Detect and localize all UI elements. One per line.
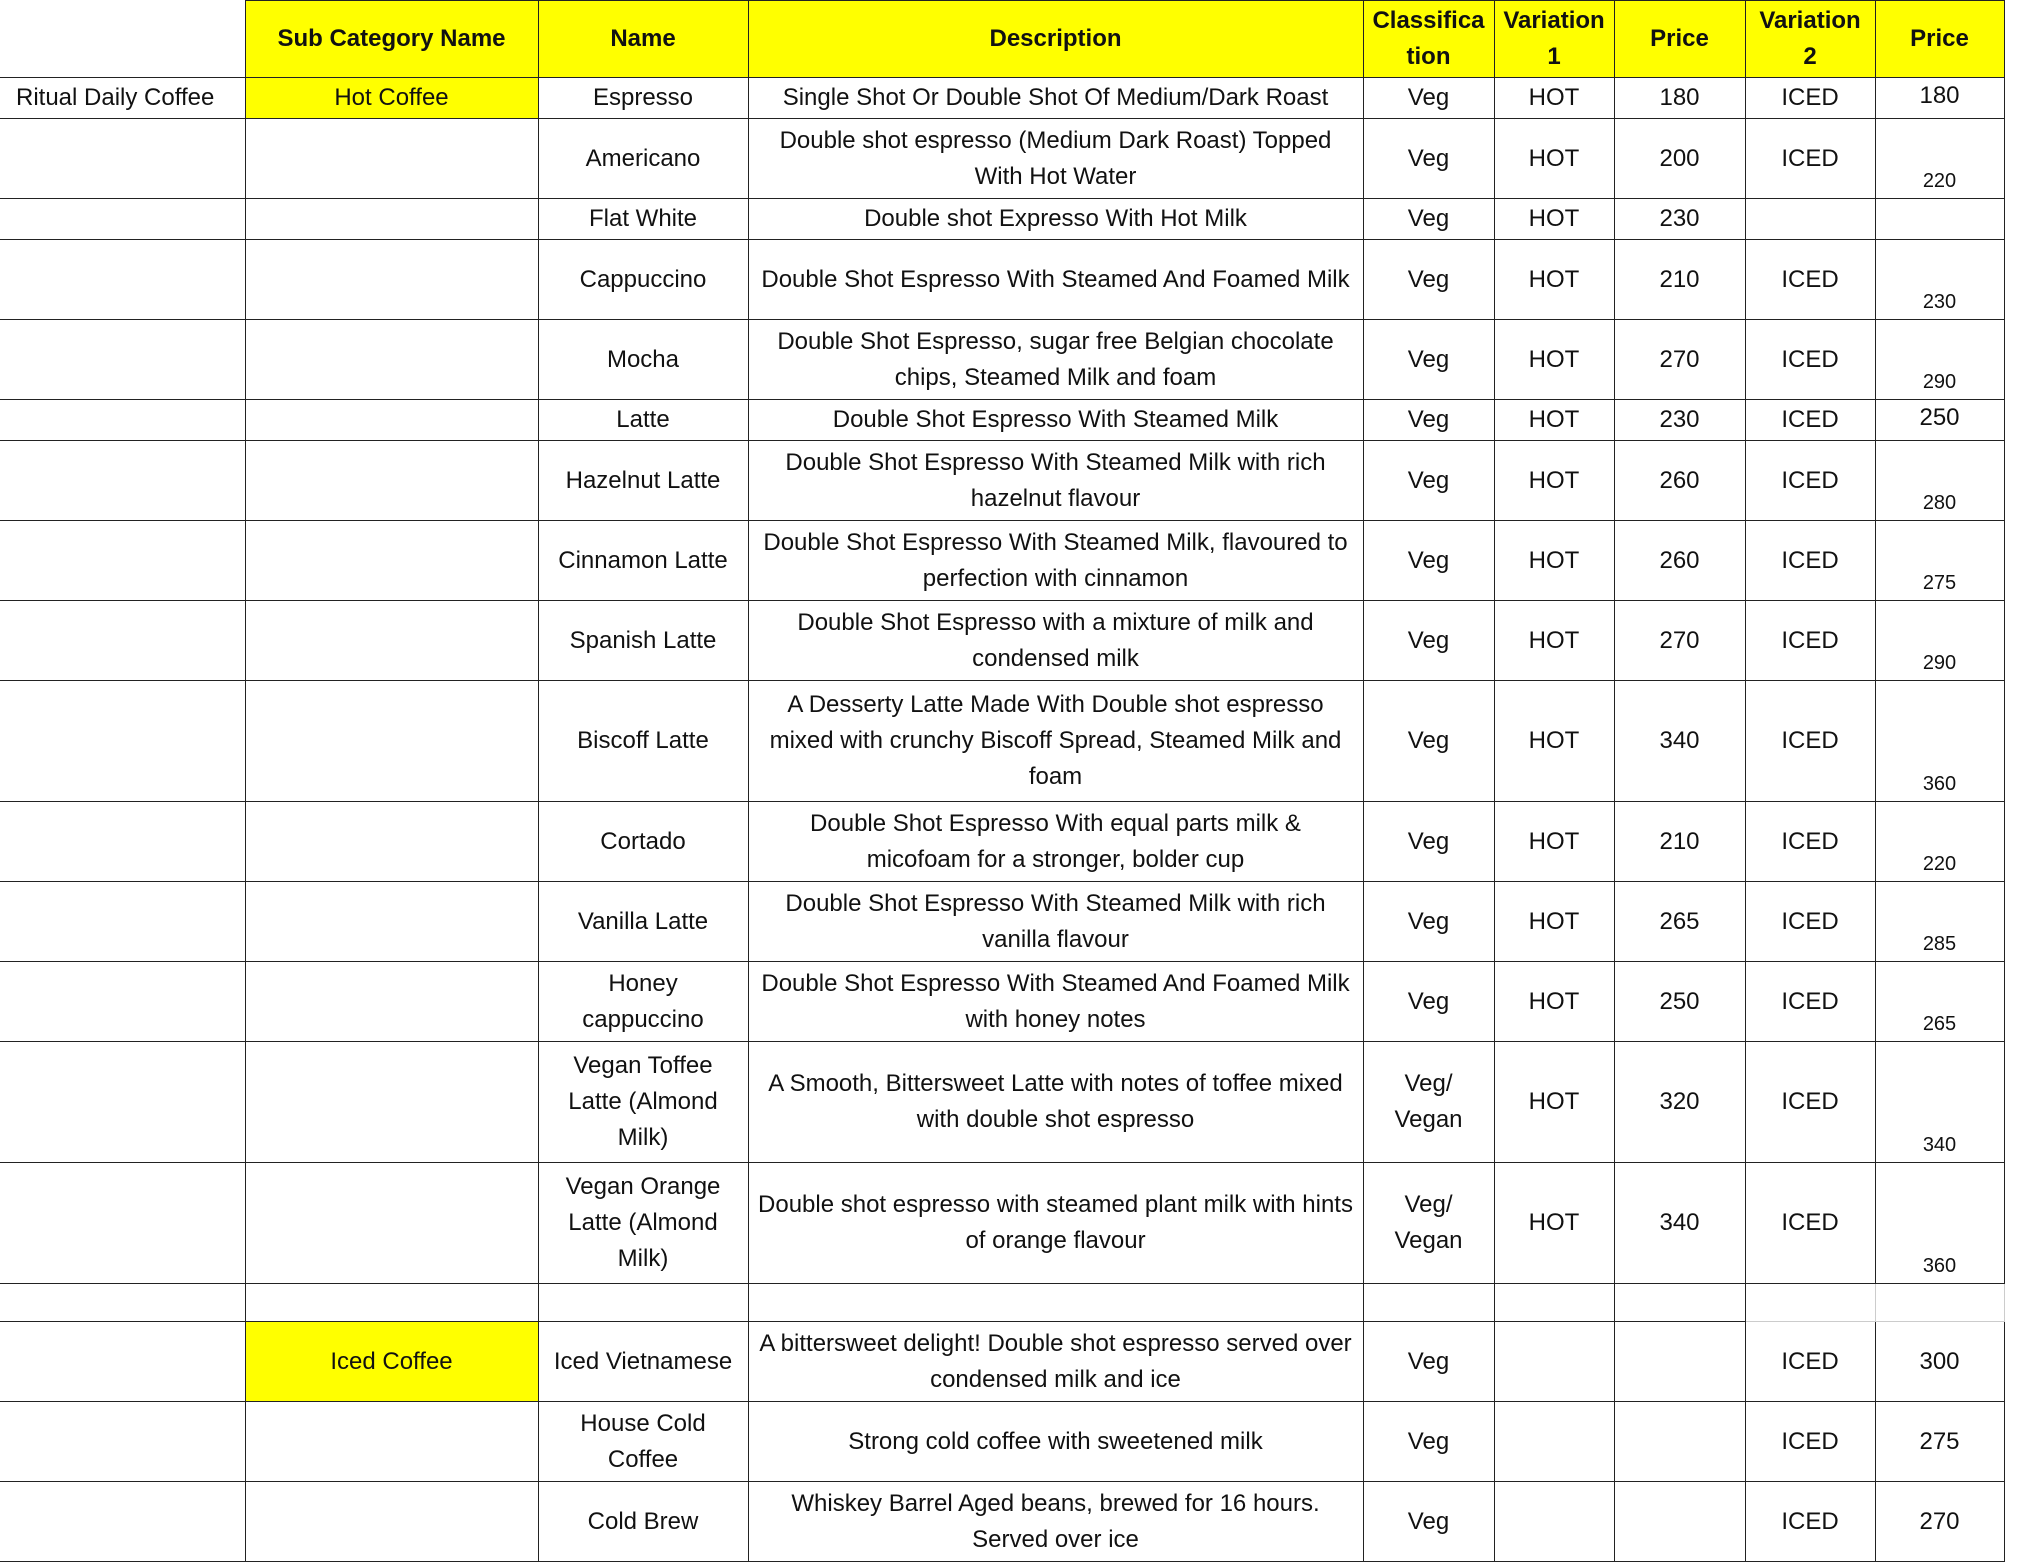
category-cell [0, 882, 245, 962]
item-variation-2-cell [1745, 199, 1875, 240]
item-variation-2-cell: ICED [1745, 1482, 1875, 1562]
item-description-cell: A Smooth, Bittersweet Latte with notes of toffee mixed with double shot espresso [748, 1042, 1363, 1163]
category-cell [0, 962, 245, 1042]
sub-category-cell [245, 681, 538, 802]
item-price-2-cell: 360 [1875, 681, 2004, 802]
sub-category-cell [245, 400, 538, 441]
item-classification-cell: Veg [1363, 119, 1494, 199]
category-cell [0, 240, 245, 320]
category-cell [0, 601, 245, 681]
item-variation-1-cell: HOT [1494, 199, 1614, 240]
item-name-cell: Vegan Toffee Latte (Almond Milk) [538, 1042, 748, 1163]
item-variation-1-cell: HOT [1494, 78, 1614, 119]
item-classification-cell: Veg [1363, 882, 1494, 962]
item-classification-cell: Veg [1363, 441, 1494, 521]
sub-category-cell [245, 521, 538, 601]
table-row [0, 400, 2004, 441]
table-row [0, 681, 2004, 802]
item-variation-2-cell: ICED [1745, 802, 1875, 882]
header-description: Description [748, 1, 1363, 78]
item-description-cell: Double shot espresso with steamed plant milk with hints of orange flavour [748, 1163, 1363, 1284]
table-row [0, 441, 2004, 521]
header-name: Name [538, 1, 748, 78]
item-price-1-cell: 180 [1614, 78, 1745, 119]
item-price-2-cell: 180 [1875, 78, 2004, 119]
item-description-cell: Double shot Expresso With Hot Milk [748, 199, 1363, 240]
item-classification-cell: Veg [1363, 199, 1494, 240]
sub-category-cell [245, 1402, 538, 1482]
category-cell [0, 441, 245, 521]
item-price-1-cell: 230 [1614, 199, 1745, 240]
sub-category-cell [245, 882, 538, 962]
category-cell [0, 1482, 245, 1562]
spacer-cell [1745, 1284, 1875, 1322]
table-row [0, 601, 2004, 681]
item-price-2-cell: 250 [1875, 400, 2004, 441]
table-row [0, 1322, 2004, 1402]
header-row [0, 1, 2004, 78]
sub-category-cell: Hot Coffee [245, 78, 538, 119]
item-price-2-cell: 275 [1875, 521, 2004, 601]
item-price-2-cell: 275 [1875, 1402, 2004, 1482]
item-price-2-cell: 290 [1875, 320, 2004, 400]
item-classification-cell: Veg [1363, 1322, 1494, 1402]
item-price-2-cell: 230 [1875, 240, 2004, 320]
item-name-cell: Spanish Latte [538, 601, 748, 681]
sub-category-cell [245, 1163, 538, 1284]
header-category [0, 1, 245, 78]
item-variation-2-cell: ICED [1745, 119, 1875, 199]
item-variation-1-cell: HOT [1494, 320, 1614, 400]
item-description-cell: Whiskey Barrel Aged beans, brewed for 16 hours. Served over ice [748, 1482, 1363, 1562]
item-price-1-cell [1614, 1402, 1745, 1482]
item-variation-1-cell [1494, 1322, 1614, 1402]
header-variation-2: Variation 2 [1745, 1, 1875, 78]
item-name-cell: Espresso [538, 78, 748, 119]
item-price-1-cell: 210 [1614, 802, 1745, 882]
item-price-2-cell: 220 [1875, 119, 2004, 199]
item-variation-2-cell: ICED [1745, 320, 1875, 400]
item-price-1-cell: 250 [1614, 962, 1745, 1042]
item-variation-1-cell [1494, 1482, 1614, 1562]
item-variation-2-cell: ICED [1745, 400, 1875, 441]
item-variation-1-cell: HOT [1494, 521, 1614, 601]
item-price-1-cell [1614, 1322, 1745, 1402]
item-name-cell: Vanilla Latte [538, 882, 748, 962]
table-row [0, 1163, 2004, 1284]
item-variation-1-cell [1494, 1402, 1614, 1482]
item-name-cell: Iced Vietnamese [538, 1322, 748, 1402]
item-description-cell: Double Shot Espresso, sugar free Belgian chocolate chips, Steamed Milk and foam [748, 320, 1363, 400]
item-variation-2-cell: ICED [1745, 601, 1875, 681]
item-classification-cell: Veg [1363, 802, 1494, 882]
item-classification-cell: Veg/ Vegan [1363, 1042, 1494, 1163]
table-row [0, 882, 2004, 962]
item-price-1-cell: 200 [1614, 119, 1745, 199]
item-price-1-cell: 340 [1614, 681, 1745, 802]
item-description-cell: Single Shot Or Double Shot Of Medium/Dark Roast [748, 78, 1363, 119]
spacer-cell [0, 1284, 245, 1322]
item-classification-cell: Veg [1363, 400, 1494, 441]
item-price-2-cell: 300 [1875, 1322, 2004, 1402]
item-price-1-cell: 230 [1614, 400, 1745, 441]
item-name-cell: Cinnamon Latte [538, 521, 748, 601]
sub-category-cell [245, 240, 538, 320]
item-classification-cell: Veg [1363, 521, 1494, 601]
item-price-1-cell: 260 [1614, 521, 1745, 601]
table-row [0, 1402, 2004, 1482]
item-price-2-cell: 290 [1875, 601, 2004, 681]
item-price-2-cell: 340 [1875, 1042, 2004, 1163]
header-price-1: Price [1614, 1, 1745, 78]
item-price-1-cell: 210 [1614, 240, 1745, 320]
item-price-2-cell: 360 [1875, 1163, 2004, 1284]
item-variation-1-cell: HOT [1494, 962, 1614, 1042]
item-description-cell: Double Shot Espresso With Steamed And Foamed Milk [748, 240, 1363, 320]
item-price-1-cell: 270 [1614, 601, 1745, 681]
table-row [0, 1482, 2004, 1562]
header-variation-1: Variation 1 [1494, 1, 1614, 78]
item-classification-cell: Veg/ Vegan [1363, 1163, 1494, 1284]
item-variation-2-cell: ICED [1745, 78, 1875, 119]
spacer-cell [748, 1284, 1363, 1322]
table-row [0, 521, 2004, 601]
table-row [0, 199, 2004, 240]
item-variation-2-cell: ICED [1745, 962, 1875, 1042]
item-variation-1-cell: HOT [1494, 882, 1614, 962]
item-variation-1-cell: HOT [1494, 802, 1614, 882]
table-row [0, 320, 2004, 400]
spacer-cell [538, 1284, 748, 1322]
item-name-cell: Mocha [538, 320, 748, 400]
table-row [0, 78, 2004, 119]
item-price-2-cell: 220 [1875, 802, 2004, 882]
item-variation-1-cell: HOT [1494, 1163, 1614, 1284]
item-description-cell: Strong cold coffee with sweetened milk [748, 1402, 1363, 1482]
sub-category-cell [245, 199, 538, 240]
item-price-2-cell: 265 [1875, 962, 2004, 1042]
item-price-2-cell: 270 [1875, 1482, 2004, 1562]
item-classification-cell: Veg [1363, 1482, 1494, 1562]
sub-category-cell [245, 1042, 538, 1163]
item-price-1-cell: 260 [1614, 441, 1745, 521]
sub-category-cell [245, 962, 538, 1042]
item-name-cell: Honey cappuccino [538, 962, 748, 1042]
item-name-cell: Cold Brew [538, 1482, 748, 1562]
category-cell [0, 802, 245, 882]
item-price-1-cell: 340 [1614, 1163, 1745, 1284]
item-description-cell: A bittersweet delight! Double shot espresso served over condensed milk and ice [748, 1322, 1363, 1402]
item-variation-1-cell: HOT [1494, 400, 1614, 441]
item-description-cell: Double Shot Espresso With Steamed Milk with rich vanilla flavour [748, 882, 1363, 962]
item-classification-cell: Veg [1363, 320, 1494, 400]
category-cell [0, 681, 245, 802]
table-row [0, 1042, 2004, 1163]
item-description-cell: Double Shot Espresso With Steamed And Foamed Milk with honey notes [748, 962, 1363, 1042]
item-variation-1-cell: HOT [1494, 119, 1614, 199]
spacer-cell [1363, 1284, 1494, 1322]
spacer-row [0, 1284, 2004, 1322]
item-variation-2-cell: ICED [1745, 1322, 1875, 1402]
item-variation-2-cell: ICED [1745, 240, 1875, 320]
sub-category-cell [245, 441, 538, 521]
category-cell: Ritual Daily Coffee [0, 78, 245, 119]
category-cell [0, 1402, 245, 1482]
item-name-cell: Cortado [538, 802, 748, 882]
item-description-cell: Double Shot Espresso with a mixture of milk and condensed milk [748, 601, 1363, 681]
item-classification-cell: Veg [1363, 78, 1494, 119]
item-name-cell: Flat White [538, 199, 748, 240]
item-variation-2-cell: ICED [1745, 882, 1875, 962]
category-cell [0, 1322, 245, 1402]
category-cell [0, 1042, 245, 1163]
category-cell [0, 199, 245, 240]
item-variation-1-cell: HOT [1494, 681, 1614, 802]
item-price-1-cell [1614, 1482, 1745, 1562]
item-variation-1-cell: HOT [1494, 601, 1614, 681]
sub-category-cell [245, 119, 538, 199]
sub-category-cell: Iced Coffee [245, 1322, 538, 1402]
item-name-cell: House Cold Coffee [538, 1402, 748, 1482]
sub-category-cell [245, 601, 538, 681]
spacer-cell [1875, 1284, 2004, 1322]
item-name-cell: Hazelnut Latte [538, 441, 748, 521]
category-cell [0, 320, 245, 400]
item-name-cell: Biscoff Latte [538, 681, 748, 802]
table-row [0, 240, 2004, 320]
table-row [0, 962, 2004, 1042]
item-variation-1-cell: HOT [1494, 441, 1614, 521]
category-cell [0, 400, 245, 441]
item-variation-2-cell: ICED [1745, 1042, 1875, 1163]
item-price-1-cell: 270 [1614, 320, 1745, 400]
header-sub-category: Sub Category Name [245, 1, 538, 78]
item-price-2-cell: 280 [1875, 441, 2004, 521]
table-row [0, 119, 2004, 199]
header-price-2: Price [1875, 1, 2004, 78]
item-name-cell: Vegan Orange Latte (Almond Milk) [538, 1163, 748, 1284]
item-variation-2-cell: ICED [1745, 521, 1875, 601]
item-price-1-cell: 265 [1614, 882, 1745, 962]
category-cell [0, 119, 245, 199]
item-description-cell: A Desserty Latte Made With Double shot espresso mixed with crunchy Biscoff Spread, Steamed Milk and foam [748, 681, 1363, 802]
item-name-cell: Americano [538, 119, 748, 199]
spacer-cell [245, 1284, 538, 1322]
sub-category-cell [245, 320, 538, 400]
sub-category-cell [245, 802, 538, 882]
item-name-cell: Latte [538, 400, 748, 441]
sub-category-cell [245, 1482, 538, 1562]
item-price-2-cell: 285 [1875, 882, 2004, 962]
item-variation-2-cell: ICED [1745, 1163, 1875, 1284]
header-classification: Classifica tion [1363, 1, 1494, 78]
item-classification-cell: Veg [1363, 601, 1494, 681]
item-description-cell: Double Shot Espresso With Steamed Milk [748, 400, 1363, 441]
spacer-cell [1494, 1284, 1614, 1322]
category-cell [0, 521, 245, 601]
item-classification-cell: Veg [1363, 1402, 1494, 1482]
item-variation-2-cell: ICED [1745, 681, 1875, 802]
item-variation-1-cell: HOT [1494, 240, 1614, 320]
item-variation-2-cell: ICED [1745, 1402, 1875, 1482]
item-price-1-cell: 320 [1614, 1042, 1745, 1163]
item-description-cell: Double Shot Espresso With Steamed Milk with rich hazelnut flavour [748, 441, 1363, 521]
item-description-cell: Double shot espresso (Medium Dark Roast) Topped With Hot Water [748, 119, 1363, 199]
category-cell [0, 1163, 245, 1284]
spacer-cell [1614, 1284, 1745, 1322]
item-description-cell: Double Shot Espresso With Steamed Milk, flavoured to perfection with cinnamon [748, 521, 1363, 601]
item-variation-1-cell: HOT [1494, 1042, 1614, 1163]
item-classification-cell: Veg [1363, 240, 1494, 320]
item-variation-2-cell: ICED [1745, 441, 1875, 521]
item-description-cell: Double Shot Espresso With equal parts milk & micofoam for a stronger, bolder cup [748, 802, 1363, 882]
table-row [0, 802, 2004, 882]
item-classification-cell: Veg [1363, 962, 1494, 1042]
item-price-2-cell [1875, 199, 2004, 240]
item-classification-cell: Veg [1363, 681, 1494, 802]
item-name-cell: Cappuccino [538, 240, 748, 320]
